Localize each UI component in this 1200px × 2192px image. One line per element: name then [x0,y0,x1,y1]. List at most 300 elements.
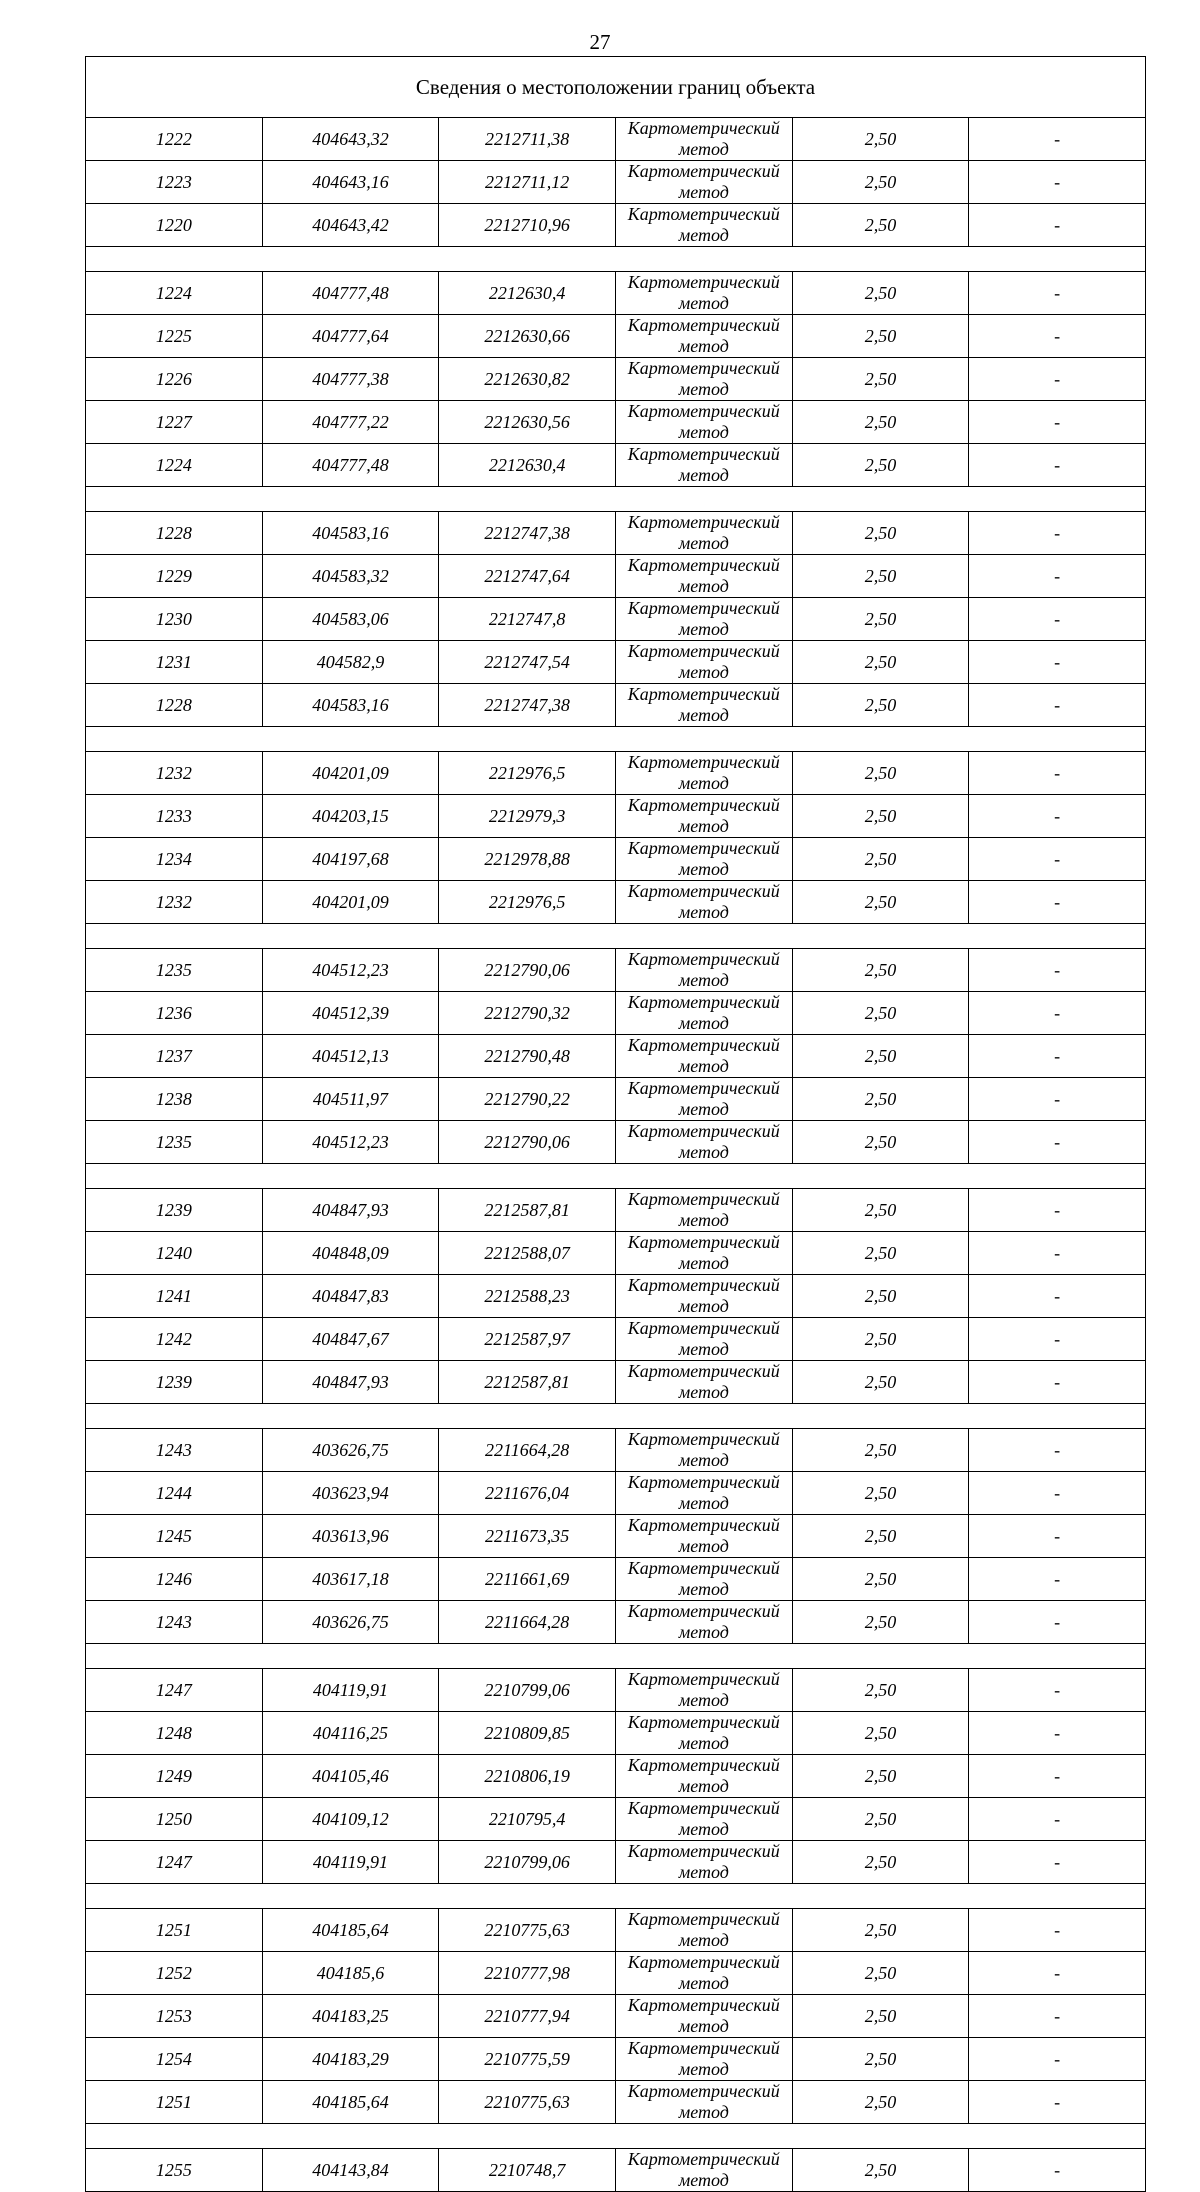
accuracy-cell: 2,50 [792,1909,969,1952]
method-cell: Картометрический метод [615,1429,792,1472]
method-cell: Картометрический метод [615,204,792,247]
table-row [86,444,1146,487]
y-coordinate-cell: 2211664,28 [439,1601,616,1644]
point-number-cell: 1239 [86,1189,263,1232]
point-number-cell: 1241 [86,1275,263,1318]
method-cell: Картометрический метод [615,1515,792,1558]
point-number-cell: 1226 [86,358,263,401]
description-cell: - [969,2038,1146,2081]
accuracy-cell: 2,50 [792,684,969,727]
table-row [86,949,1146,992]
point-number-cell: 1220 [86,204,263,247]
method-cell: Картометрический метод [615,992,792,1035]
method-cell: Картометрический метод [615,1121,792,1164]
description-cell: - [969,641,1146,684]
description-cell: - [969,1035,1146,1078]
accuracy-cell: 2,50 [792,1952,969,1995]
point-number-cell: 1251 [86,1909,263,1952]
accuracy-cell: 2,50 [792,1841,969,1884]
accuracy-cell: 2,50 [792,1472,969,1515]
y-coordinate-cell: 2210775,63 [439,1909,616,1952]
x-coordinate-cell: 404643,16 [262,161,439,204]
page-number: 27 [589,30,611,54]
method-cell: Картометрический метод [615,1995,792,2038]
point-number-cell: 1254 [86,2038,263,2081]
x-coordinate-cell: 404512,39 [262,992,439,1035]
group-separator-row [86,1404,1146,1429]
x-coordinate-cell: 404197,68 [262,838,439,881]
x-coordinate-cell: 404143,84 [262,2149,439,2192]
y-coordinate-cell: 2212790,48 [439,1035,616,1078]
method-cell: Картометрический метод [615,2081,792,2124]
x-coordinate-cell: 404201,09 [262,881,439,924]
accuracy-cell: 2,50 [792,2038,969,2081]
x-coordinate-cell: 404582,9 [262,641,439,684]
y-coordinate-cell: 2212630,66 [439,315,616,358]
y-coordinate-cell: 2212710,96 [439,204,616,247]
accuracy-cell: 2,50 [792,1755,969,1798]
method-cell: Картометрический метод [615,2038,792,2081]
x-coordinate-cell: 403623,94 [262,1472,439,1515]
accuracy-cell: 2,50 [792,1189,969,1232]
description-cell: - [969,1429,1146,1472]
group-separator-row [86,2124,1146,2149]
method-cell: Картометрический метод [615,555,792,598]
description-cell: - [969,1361,1146,1404]
accuracy-cell: 2,50 [792,1318,969,1361]
method-cell: Картометрический метод [615,1558,792,1601]
method-cell: Картометрический метод [615,401,792,444]
table-row [86,204,1146,247]
accuracy-cell: 2,50 [792,1121,969,1164]
point-number-cell: 1237 [86,1035,263,1078]
y-coordinate-cell: 2210799,06 [439,1841,616,1884]
accuracy-cell: 2,50 [792,641,969,684]
boundary-table-container [85,56,1146,2192]
method-cell: Картометрический метод [615,2149,792,2192]
method-cell: Картометрический метод [615,444,792,487]
point-number-cell: 1245 [86,1515,263,1558]
y-coordinate-cell: 2210748,7 [439,2149,616,2192]
method-cell: Картометрический метод [615,1472,792,1515]
group-separator-cell [86,247,1146,272]
y-coordinate-cell: 2211676,04 [439,1472,616,1515]
point-number-cell: 1251 [86,2081,263,2124]
description-cell: - [969,1952,1146,1995]
y-coordinate-cell: 2212747,64 [439,555,616,598]
description-cell: - [969,1232,1146,1275]
x-coordinate-cell: 404847,93 [262,1189,439,1232]
x-coordinate-cell: 404116,25 [262,1712,439,1755]
method-cell: Картометрический метод [615,598,792,641]
accuracy-cell: 2,50 [792,1601,969,1644]
y-coordinate-cell: 2211673,35 [439,1515,616,1558]
point-number-cell: 1247 [86,1669,263,1712]
method-cell: Картометрический метод [615,838,792,881]
table-row [86,1841,1146,1884]
group-separator-cell [86,924,1146,949]
table-row [86,2149,1146,2192]
table-row [86,1318,1146,1361]
point-number-cell: 1222 [86,118,263,161]
point-number-cell: 1252 [86,1952,263,1995]
accuracy-cell: 2,50 [792,1712,969,1755]
y-coordinate-cell: 2212630,82 [439,358,616,401]
accuracy-cell: 2,50 [792,204,969,247]
x-coordinate-cell: 403613,96 [262,1515,439,1558]
point-number-cell: 1224 [86,272,263,315]
accuracy-cell: 2,50 [792,1429,969,1472]
y-coordinate-cell: 2212976,5 [439,752,616,795]
table-row [86,1601,1146,1644]
x-coordinate-cell: 404511,97 [262,1078,439,1121]
description-cell: - [969,838,1146,881]
description-cell: - [969,598,1146,641]
method-cell: Картометрический метод [615,1952,792,1995]
description-cell: - [969,684,1146,727]
description-cell: - [969,358,1146,401]
point-number-cell: 1248 [86,1712,263,1755]
point-number-cell: 1247 [86,1841,263,1884]
x-coordinate-cell: 404847,83 [262,1275,439,1318]
y-coordinate-cell: 2212587,97 [439,1318,616,1361]
group-separator-cell [86,2124,1146,2149]
group-separator-row [86,1884,1146,1909]
description-cell: - [969,752,1146,795]
accuracy-cell: 2,50 [792,992,969,1035]
table-row [86,641,1146,684]
table-row [86,1558,1146,1601]
x-coordinate-cell: 404185,64 [262,2081,439,2124]
point-number-cell: 1238 [86,1078,263,1121]
x-coordinate-cell: 404119,91 [262,1841,439,1884]
table-row [86,684,1146,727]
method-cell: Картометрический метод [615,1189,792,1232]
accuracy-cell: 2,50 [792,315,969,358]
method-cell: Картометрический метод [615,118,792,161]
description-cell: - [969,1669,1146,1712]
description-cell: - [969,1755,1146,1798]
table-title-row [86,57,1146,118]
point-number-cell: 1228 [86,684,263,727]
x-coordinate-cell: 404183,25 [262,1995,439,2038]
y-coordinate-cell: 2212747,8 [439,598,616,641]
y-coordinate-cell: 2212747,38 [439,684,616,727]
method-cell: Картометрический метод [615,684,792,727]
table-row [86,992,1146,1035]
y-coordinate-cell: 2212588,23 [439,1275,616,1318]
accuracy-cell: 2,50 [792,1515,969,1558]
x-coordinate-cell: 403626,75 [262,1429,439,1472]
table-row [86,1798,1146,1841]
x-coordinate-cell: 404109,12 [262,1798,439,1841]
table-row [86,1232,1146,1275]
x-coordinate-cell: 404643,42 [262,204,439,247]
point-number-cell: 1229 [86,555,263,598]
x-coordinate-cell: 403617,18 [262,1558,439,1601]
x-coordinate-cell: 404183,29 [262,2038,439,2081]
method-cell: Картометрический метод [615,752,792,795]
point-number-cell: 1223 [86,161,263,204]
accuracy-cell: 2,50 [792,2149,969,2192]
table-row [86,795,1146,838]
accuracy-cell: 2,50 [792,161,969,204]
y-coordinate-cell: 2210806,19 [439,1755,616,1798]
table-row [86,881,1146,924]
description-cell: - [969,444,1146,487]
y-coordinate-cell: 2210777,98 [439,1952,616,1995]
x-coordinate-cell: 404777,48 [262,444,439,487]
table-row [86,1429,1146,1472]
point-number-cell: 1250 [86,1798,263,1841]
accuracy-cell: 2,50 [792,949,969,992]
table-row [86,272,1146,315]
point-number-cell: 1232 [86,881,263,924]
x-coordinate-cell: 404583,32 [262,555,439,598]
table-row [86,1035,1146,1078]
accuracy-cell: 2,50 [792,1669,969,1712]
table-row [86,1952,1146,1995]
accuracy-cell: 2,50 [792,1078,969,1121]
description-cell: - [969,1121,1146,1164]
method-cell: Картометрический метод [615,161,792,204]
x-coordinate-cell: 404777,48 [262,272,439,315]
point-number-cell: 1235 [86,1121,263,1164]
description-cell: - [969,401,1146,444]
point-number-cell: 1233 [86,795,263,838]
table-row [86,1995,1146,2038]
point-number-cell: 1239 [86,1361,263,1404]
accuracy-cell: 2,50 [792,358,969,401]
point-number-cell: 1242 [86,1318,263,1361]
y-coordinate-cell: 2212790,06 [439,949,616,992]
accuracy-cell: 2,50 [792,1035,969,1078]
description-cell: - [969,1601,1146,1644]
y-coordinate-cell: 2210795,4 [439,1798,616,1841]
description-cell: - [969,161,1146,204]
point-number-cell: 1228 [86,512,263,555]
accuracy-cell: 2,50 [792,118,969,161]
method-cell: Картометрический метод [615,1275,792,1318]
method-cell: Картометрический метод [615,949,792,992]
y-coordinate-cell: 2210799,06 [439,1669,616,1712]
table-row [86,1121,1146,1164]
x-coordinate-cell: 404583,16 [262,684,439,727]
method-cell: Картометрический метод [615,358,792,401]
method-cell: Картометрический метод [615,1361,792,1404]
accuracy-cell: 2,50 [792,1232,969,1275]
method-cell: Картометрический метод [615,1841,792,1884]
x-coordinate-cell: 404848,09 [262,1232,439,1275]
point-number-cell: 1240 [86,1232,263,1275]
accuracy-cell: 2,50 [792,881,969,924]
table-row [86,1189,1146,1232]
description-cell: - [969,512,1146,555]
point-number-cell: 1246 [86,1558,263,1601]
group-separator-cell [86,1884,1146,1909]
x-coordinate-cell: 404512,13 [262,1035,439,1078]
y-coordinate-cell: 2212711,12 [439,161,616,204]
y-coordinate-cell: 2212790,06 [439,1121,616,1164]
description-cell: - [969,1275,1146,1318]
description-cell: - [969,2149,1146,2192]
method-cell: Картометрический метод [615,1909,792,1952]
description-cell: - [969,1318,1146,1361]
table-title: Сведения о местоположении границ объекта [86,57,1146,118]
description-cell: - [969,555,1146,598]
group-separator-cell [86,727,1146,752]
y-coordinate-cell: 2211661,69 [439,1558,616,1601]
description-cell: - [969,1995,1146,2038]
x-coordinate-cell: 404105,46 [262,1755,439,1798]
y-coordinate-cell: 2212747,54 [439,641,616,684]
description-cell: - [969,1909,1146,1952]
y-coordinate-cell: 2212979,3 [439,795,616,838]
accuracy-cell: 2,50 [792,598,969,641]
x-coordinate-cell: 404512,23 [262,1121,439,1164]
point-number-cell: 1253 [86,1995,263,2038]
point-number-cell: 1224 [86,444,263,487]
accuracy-cell: 2,50 [792,1275,969,1318]
group-separator-cell [86,1404,1146,1429]
group-separator-row [86,924,1146,949]
description-cell: - [969,881,1146,924]
method-cell: Картометрический метод [615,512,792,555]
y-coordinate-cell: 2212630,56 [439,401,616,444]
description-cell: - [969,272,1146,315]
table-row [86,401,1146,444]
point-number-cell: 1249 [86,1755,263,1798]
y-coordinate-cell: 2210775,59 [439,2038,616,2081]
point-number-cell: 1244 [86,1472,263,1515]
table-row [86,1472,1146,1515]
method-cell: Картометрический метод [615,641,792,684]
table-row [86,1712,1146,1755]
table-row [86,1515,1146,1558]
description-cell: - [969,949,1146,992]
y-coordinate-cell: 2212711,38 [439,118,616,161]
method-cell: Картометрический метод [615,795,792,838]
table-row [86,1361,1146,1404]
point-number-cell: 1255 [86,2149,263,2192]
table-row [86,118,1146,161]
y-coordinate-cell: 2210809,85 [439,1712,616,1755]
table-row [86,512,1146,555]
method-cell: Картометрический метод [615,315,792,358]
table-body [86,57,1146,2192]
point-number-cell: 1234 [86,838,263,881]
accuracy-cell: 2,50 [792,838,969,881]
description-cell: - [969,1798,1146,1841]
point-number-cell: 1232 [86,752,263,795]
group-separator-row [86,487,1146,512]
group-separator-row [86,1164,1146,1189]
description-cell: - [969,315,1146,358]
x-coordinate-cell: 403626,75 [262,1601,439,1644]
point-number-cell: 1227 [86,401,263,444]
accuracy-cell: 2,50 [792,1558,969,1601]
method-cell: Картометрический метод [615,1755,792,1798]
x-coordinate-cell: 404185,6 [262,1952,439,1995]
y-coordinate-cell: 2211664,28 [439,1429,616,1472]
table-row [86,358,1146,401]
group-separator-cell [86,487,1146,512]
y-coordinate-cell: 2212587,81 [439,1189,616,1232]
point-number-cell: 1235 [86,949,263,992]
group-separator-cell [86,1164,1146,1189]
table-row [86,1669,1146,1712]
table-row [86,161,1146,204]
table-row [86,838,1146,881]
description-cell: - [969,204,1146,247]
description-cell: - [969,992,1146,1035]
table-row [86,1909,1146,1952]
y-coordinate-cell: 2212790,22 [439,1078,616,1121]
table-row [86,1755,1146,1798]
description-cell: - [969,1189,1146,1232]
accuracy-cell: 2,50 [792,401,969,444]
accuracy-cell: 2,50 [792,752,969,795]
x-coordinate-cell: 404777,38 [262,358,439,401]
method-cell: Картометрический метод [615,1712,792,1755]
table-row [86,1078,1146,1121]
x-coordinate-cell: 404847,93 [262,1361,439,1404]
method-cell: Картометрический метод [615,1035,792,1078]
method-cell: Картометрический метод [615,1798,792,1841]
description-cell: - [969,2081,1146,2124]
description-cell: - [969,795,1146,838]
x-coordinate-cell: 404643,32 [262,118,439,161]
point-number-cell: 1231 [86,641,263,684]
description-cell: - [969,1841,1146,1884]
method-cell: Картометрический метод [615,1318,792,1361]
table-row [86,2038,1146,2081]
table-row [86,315,1146,358]
point-number-cell: 1243 [86,1429,263,1472]
x-coordinate-cell: 404201,09 [262,752,439,795]
method-cell: Картометрический метод [615,272,792,315]
y-coordinate-cell: 2212976,5 [439,881,616,924]
table-row [86,598,1146,641]
y-coordinate-cell: 2212588,07 [439,1232,616,1275]
table-row [86,752,1146,795]
description-cell: - [969,1558,1146,1601]
method-cell: Картометрический метод [615,1669,792,1712]
y-coordinate-cell: 2212587,81 [439,1361,616,1404]
x-coordinate-cell: 404777,22 [262,401,439,444]
method-cell: Картометрический метод [615,1078,792,1121]
description-cell: - [969,1078,1146,1121]
group-separator-row [86,727,1146,752]
point-number-cell: 1236 [86,992,263,1035]
accuracy-cell: 2,50 [792,444,969,487]
x-coordinate-cell: 404847,67 [262,1318,439,1361]
accuracy-cell: 2,50 [792,2081,969,2124]
accuracy-cell: 2,50 [792,1995,969,2038]
accuracy-cell: 2,50 [792,1361,969,1404]
point-number-cell: 1243 [86,1601,263,1644]
table-row [86,2081,1146,2124]
description-cell: - [969,118,1146,161]
description-cell: - [969,1515,1146,1558]
point-number-cell: 1230 [86,598,263,641]
group-separator-row [86,247,1146,272]
y-coordinate-cell: 2212630,4 [439,272,616,315]
y-coordinate-cell: 2212978,88 [439,838,616,881]
x-coordinate-cell: 404583,16 [262,512,439,555]
method-cell: Картометрический метод [615,1601,792,1644]
y-coordinate-cell: 2212790,32 [439,992,616,1035]
